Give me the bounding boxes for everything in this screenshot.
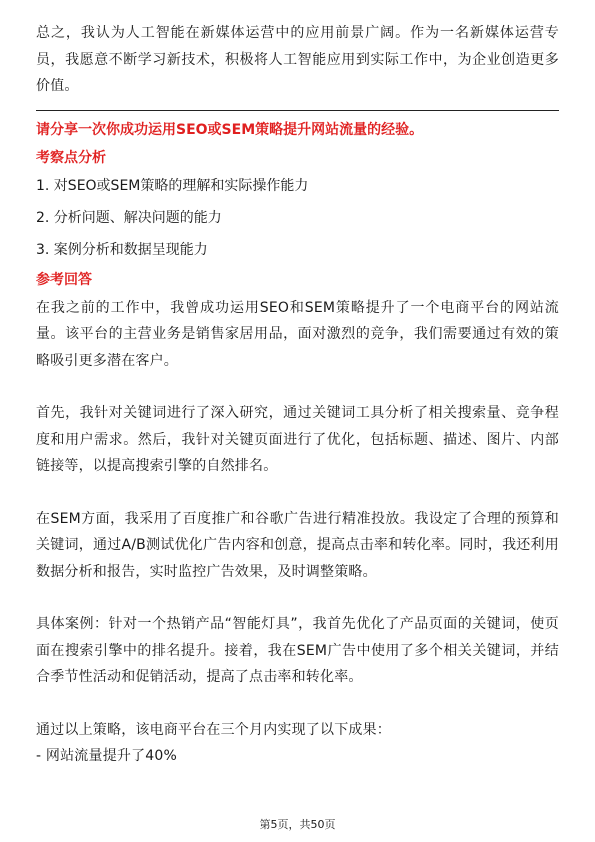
answer-paragraph: 首先，我针对关键词进行了深入研究，通过关键词工具分析了相关搜索量、竞争程度和用户需求。然后，我针对关键页面进行了优化，包括标题、描述、图片、内部链接等，以提高搜索引擎的自然排名。	[36, 405, 559, 474]
page-content	[36, 20, 559, 770]
analysis-point: 3. 案例分析和数据呈现能力	[36, 241, 208, 258]
paragraph-gap	[36, 691, 559, 717]
paragraph-gap	[36, 374, 559, 400]
result-list-item: - 网站流量提升了40%	[36, 748, 178, 764]
analysis-point: 2. 分析问题、解决问题的能力	[36, 209, 222, 226]
answer-paragraph: 在我之前的工作中，我曾成功运用SEO和SEM策略提升了一个电商平台的网站流量。该平台的主营业务是销售家居用品，面对激烈的竞争，我们需要通过有效的策略吸引更多潜在客户。	[36, 299, 559, 369]
analysis-title: 考察点分析	[36, 149, 106, 166]
answer-title: 参考回答	[36, 271, 92, 288]
page-number-footer: 第5页，共50页	[259, 818, 336, 831]
answer-paragraph: 通过以上策略，该电商平台在三个月内实现了以下成果：	[36, 721, 391, 738]
question-heading: 请分享一次你成功运用SEO或SEM策略提升网站流量的经验。	[36, 121, 424, 138]
section-divider	[36, 110, 559, 111]
paragraph-gap	[36, 585, 559, 611]
intro-paragraph: 总之，我认为人工智能在新媒体运营中的应用前景广阔。作为一名新媒体运营专员，我愿意不断学习新技术，积极将人工智能应用到实际工作中，为企业创造更多价值。	[36, 25, 559, 94]
answer-paragraph: 具体案例：针对一个热销产品“智能灯具”，我首先优化了产品页面的关键词，使页面在搜索引擎中的排名提升。接着，我在SEM广告中使用了多个相关关键词，并结合季节性活动和促销活动，提高了点击率和转化率。	[36, 616, 559, 685]
analysis-point: 1. 对SEO或SEM策略的理解和实际操作能力	[36, 177, 309, 194]
answer-paragraph: 在SEM方面，我采用了百度推广和谷歌广告进行精准投放。我设定了合理的预算和关键词，通过A/B测试优化广告内容和创意，提高点击率和转化率。同时，我还利用数据分析和报告，实时监控广告效果，及时调整策略。	[36, 510, 559, 580]
paragraph-gap	[36, 480, 559, 506]
